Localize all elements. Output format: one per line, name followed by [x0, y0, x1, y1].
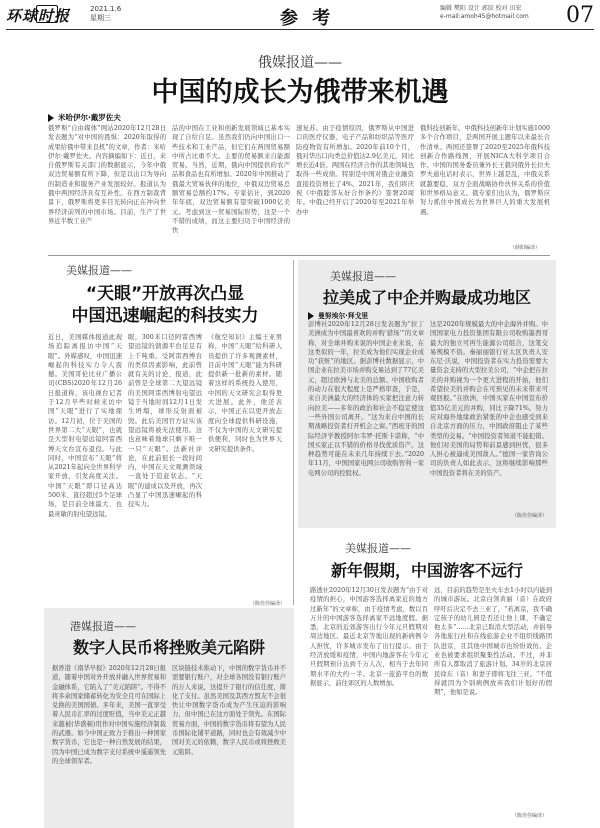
- article2-column-1: 近日，美国媒体报道此现场追踪离报访中国“天眼”。外媒感叹，中国迅速崛起的科技实力令人震撼。美国哥伦比亚广播公司(CBS)2020年12月26日报道称，该电视台记者于12月早些时候来访中国“天眼”进行了实地探访。12月初，位于美国的世界第二大“天眼”，也就是大型射电望远镜阿雷西博天文台宣布退役。与此同时，中国宣布“天眼”将从2021年起向全世界科学家开放，引发高度关注。中国“天眼”即口径高达500米、直径超过5个足球场，是目前全球最大、也最灵敏的射电望远镜。: [48, 334, 122, 518]
- article1-byline: [48, 112, 121, 123]
- article3-column-1: 彭博社2020年12月28日发表题为“拉丁美洲成为中国最喜欢的并购‘猎场’”的文章称，对全球并购来说的中国企业来说，在这类似的一年，拉美成为他们实现企业成功“获赃”的地区。据彭博社数据显示，中国企业在拉美市场并购交易达到了77亿美元，超过欧洲与北美的总额。中国收购者的动力在很大程度上是严格审查，于是，来自美洲最大的经济体的买家把注意力转向拉美——多年的政治和社会不稳定使这一些外国公司离开。“这为来自中国的长期战略投资者打开机会之窗。”西班牙的国际经济学教授阿尔韦罗·托斯卡诺称，“中国买家正以不错的价格寻找优质资产。这种趋势可能在未来几年持续下去。”2020年11月，中国国家电网公司收购智利一家电网公司的控股权。: [308, 321, 424, 477]
- article2-headline-line2: 中国迅速崛起的科技实力: [71, 306, 259, 326]
- weekday-line: 星期三: [90, 14, 111, 22]
- article3-author: 曼努埃尔·拜戈里: [318, 312, 369, 320]
- issue-date: [90, 5, 121, 23]
- article1-column-4: 俄科技创新年。中俄科技创新年计划实施1000多个合作项目，是两国开展主题年以来最长合作清单。两国还签署了2020至2025年俄科技创新合作路线图，开展NICA大科学项目合作。中国的国务委员兼外长王毅同俄外长拉夫罗夫通电话时表示，世界上越是乱，中俄关系就越要稳，双方全面战略协作伙伴关系的价值和世界格局意义。俄专家们也认为，俄罗斯应努力抓住中国成长为世界巨人的重大发展机遇。: [420, 125, 550, 216]
- page-number: 07: [566, 3, 594, 28]
- article4-column-2: 区块链技术推动下，中国的数字货币并不需要银行账户，对全球各国没有银行账户的万人来说，这提升了银行的信任度，简化了支付。虽然美国及其西方盟友不会很快让中国数字货币成为产生压迫的影响力，但中国已在这方面处于领先。在国际贸易方面，中国的数字货币将有望为人民币国际化铺平道路，同时也会有效减少中国对美元的依赖，数字人民币或将挫败美元陷阱。: [172, 665, 286, 756]
- article3-byline: [308, 310, 368, 320]
- article4-kicker: 港媒报道——: [70, 620, 136, 633]
- article4-headline: 数字人民币将挫败美元陷阱: [72, 638, 265, 657]
- date-line: 2021.1.6: [90, 5, 122, 13]
- article5-kicker: 美媒报道——: [345, 542, 411, 555]
- article4-column-1: 据香港《南华早报》2020年12月28日报道，随着中国对外开放并融入世界贸易和金融体系，它陷入了“美元陷阱”。不得不将多余国家储蓄转化为安全且可在国际上兑换的美国国债。多年来，美国一直享受着人民币汇率的过度贬值，当中美元正越来越被(华盛顿)用作对中国实施经济制裁的武器。如今中国正致力于推出一种国家数字货币，它也是一种自然发展的结果，因为中国已成为数字支付系统中遥遥领先的全球领军者。: [52, 665, 166, 765]
- divider: [48, 255, 550, 256]
- header-rule: [6, 29, 594, 30]
- article5-column-1: 路透社2020年12月30日发表题为“由于对疫情的担心，中国游客选择离家近的地方过新年”的文章称，由于疫情考虑，数以百万计的中国游客选择离家不远地度假。据悉，北京的近郊游客出行今年元旦假期对周边地区。最近北京等地出现的新病例令人担忧，许多城市发布了出行提示。由于经济放缓和疫情，中国内地游客在今年元旦假期预计达到千万人次，相当于去年同期水平的大约一半。北京一旅游平台的数据显示，前往郊区的人数增加。: [310, 587, 428, 687]
- newspaper-logo: 环球时报: [6, 7, 71, 25]
- article2-kicker: 美媒报道——: [66, 264, 132, 277]
- editor-credits: [440, 5, 550, 21]
- article3-headline: 拉美成了中企并购最成功地区: [322, 288, 531, 307]
- article1-credit: （薛阳编译）: [510, 245, 541, 251]
- article1-headline: 中国的成长为俄带来机遇: [151, 77, 449, 108]
- byline-triangle-icon: [308, 312, 314, 320]
- article1-column-3: 速复苏。由于疫情原因，俄罗斯从中国进口的医疗仪器、电子产品和纺织品等医疗防疫物资有所增加。2020年前10个月，俄对华出口肉类总价值达2.9亿美元，同比增长近4倍。两国在经济合作的其他领域也取得一些成绩。特别是中国对俄企业融资直接投资增长了4%。2021年，我们将庆祝《中俄睦邻友好合作条约》签署20周年。中俄已经开启了2020年至2021年举办中: [296, 125, 414, 216]
- article3-credit: （陈佳佳编译）: [512, 513, 548, 519]
- article3-column-2: 这是2020年规模最大的中企海外并购。中国国家电力投资集团有限公司收购墨西哥最大的独立可再生能源公司组合，这笔交易规模不俗。秦丽丽银行亚太区负责人安东尼·沃说，中国投资者在实力投资需要大量资金支持的大型拉美公司，“中企把在拉美的并购视为一个更大进程的开始，他们希望拉美的并购会在可预见的未来带来可观回报。”在欧洲，中国买家在中国宣布价值35亿美元的并购，同比下降71%。努力应对海外地缘政治紧张的中企也感受到来自北京方面的压力，中国政府阻止了某些类型的交易。“中国投资者知道不能犯错。他们对美国的局势和前景感到担忧，很多人担心被逼成美国敌人。”德国一家咨询公司的负责人如此表示，这将继续影响那些中国投资者将在美的资产。: [430, 321, 548, 477]
- article1-column-1: 俄罗斯“自由媒体”网站2020年12月28日发表题为“对中国的畏惧：2020年取得的成果给俄中带来良机”的文章，作者：米哈伊尔·戴罗佐夫。内容摘编如下：近日，来自俄罗斯有关部门的数据显示，今年中俄双边贸易额有所下降，但是以出口为导向的制造业和服务产业发展较好。报道认为俄中两国经济具有互补性。在西方制裁背景下，俄罗斯将更多目光转向正在冲向世界经济前列的中国市场。目前，生产了世界近半数工业产: [48, 125, 166, 225]
- editors-line: 编辑 樊阳 设计 郭辰 校对 田宏: [440, 5, 522, 12]
- article5-column-2: 远，目前的趋势是坐火车去1小时以内能到的城市游玩。北京白领黄丽（音）在政府呼吁后决定不去三亚了，“若离京，我不确定孩子的幼儿园是否还让他上课，不确定他太多”……北京已取消大型活动，并倡导各地旅行社和在线旅游企业不组织线路团队进京，且其他中国城市也纷纷效仿。企业也被要求组织聚集性活动。不过，并非所有人都取消了旅游计划。34岁的北京居民徐东（音）和妻子即将飞往三亚。“不值得就因为个别病例放弃我们计划好的假期”，他如是说。: [434, 587, 552, 697]
- article2-column-2: 眼，300米口径阿雷西博望远镜的馈源平台足足有上千吨重。受阿雷西博台的类似因素影响，此前曾就有关的讨论、报道，此前曾是全球第二大望远镜的美国阿雷西博射电望远镜于当地时间12月1日发生坍塌，球形反射面被毁。此后美国官方证实该望远镜将被无法使用。这也意味着地球只剩下唯一一只“天眼”。法新社评论，在此前很长一段时间内，中国在天文观测领域一直处于追赶状态。“天眼”的建成以及开放，再次凸显了中国迅速崛起的科技实力。: [128, 334, 202, 509]
- article2-headline-line1: “天眼”开放再次凸显: [85, 284, 245, 304]
- article3-kicker: 美媒报道——: [330, 270, 396, 283]
- byline-triangle-icon: [48, 114, 54, 122]
- article5-credit: （陈佳佳编译）: [512, 813, 548, 819]
- email-line: e-mail:amoh45@hotmail.com: [440, 13, 529, 20]
- article1-kicker: 俄媒报道——: [258, 55, 342, 71]
- article1-column-2: 品的中国在工业和创新发展领域已基本实现了自给自足。虽然我们仍向中国出口一些技术和工业产品，但它们在两国贸易额中所占比重不大。主要的贸易额来自能源贸易。当然，近期，俄向中国提供的农产品和食品也有所增加。2020年中国推动了俄最大贸易伙伴的地位，中俄双边贸易总额贸易总额约17%。专家估计，到2020年年底，双边贸易额有望突破1000亿美元。考虑到这一贸易国际形势，这是一个不错的成绩，而这主要归功于中国经济的快: [172, 125, 290, 235]
- article1-author: 米哈伊尔·戴罗佐夫: [58, 113, 121, 122]
- section-title: 参 考: [280, 8, 335, 29]
- article5-headline: 新年假期，中国游客不远行: [330, 561, 523, 580]
- column-divider: [293, 260, 294, 605]
- article2-column-3: 《航空知识》主编王亚男称，中国“天眼”给科研人员提供了许多观测素材，目前中国“天眼”能为科研提供新一批新的素材。随着这样的系统投入使用，中国的天文研究会取得更大进展。此外，他还表示，中国正在以更开放态度向全球提供科研设施，不仅为中国的天文研究提供便利，同时也为世界天文研究提供条件。: [208, 334, 282, 453]
- article2-credit: （陈佳佳编译）: [250, 601, 286, 607]
